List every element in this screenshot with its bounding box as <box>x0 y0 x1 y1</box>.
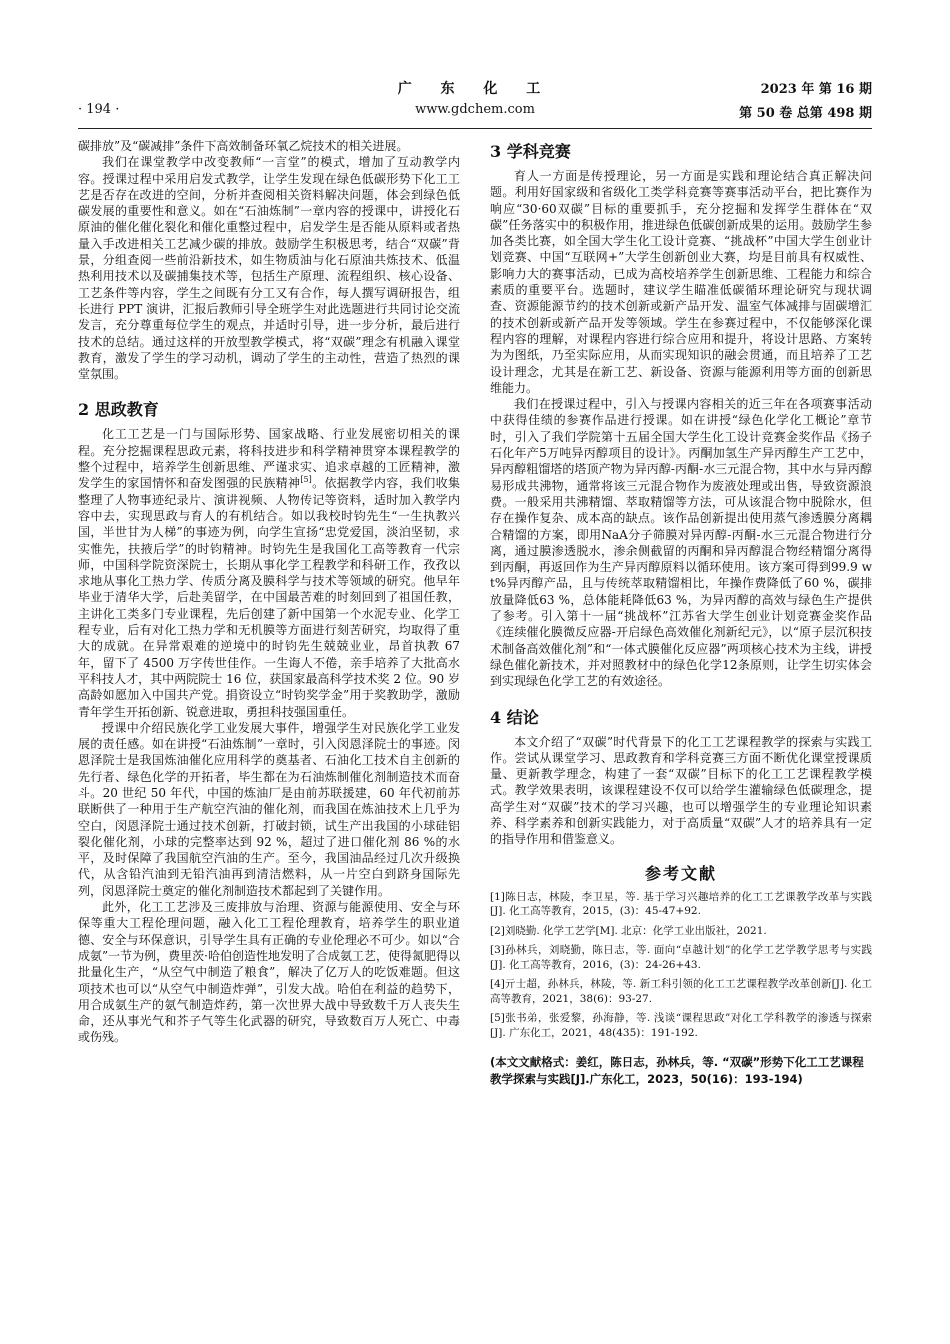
references-title: 参考文献 <box>644 863 717 883</box>
journal-website: www.gdchem.com <box>415 102 535 117</box>
year-issue: 2023 年 第 16 期 <box>760 82 872 97</box>
right-column <box>490 138 872 1178</box>
paragraph: 本文介绍了“双碳”时代背景下的化工工艺课程教学的探索与实践工作。尝试从课堂学习、思政教育和学科竞赛三方面不断优化课堂授课质量、更新教学理念，构建了一套“双碳”目标下的化工工艺课程教学模式。教学效果表明，该课程建设不仅可以给学生灌输绿色低碳理念，提高学生对“双碳”技术的学习兴趣，也可以增强学生的专业理论知识素养、科学素养和创新实践能力，对于高质量“双碳”人才的培养具有一定的指导作用和借鉴意义。 <box>490 734 872 847</box>
volume-total: 第 50 卷 总第 498 期 <box>739 106 872 121</box>
left-column <box>78 138 460 1178</box>
section-heading-4: 4 结论 <box>490 707 539 727</box>
paragraph: 我们在授课过程中，引入与授课内容相关的近三年在各项赛事活动中获得佳绩的参赛作品进行授课。如在讲授“绿色化学化工概论”章节时，引入了我们学院第十五届全国大学生化工设计竞赛金奖作品《扬子石化年产5万吨异丙醇项目的设计》。丙酮加氢生产异丙醇生产工艺中，异丙醇粗馏塔的塔顶产物为异丙醇-丙酮-水三元混合物，其中水与异丙醇易形成共沸物，通常将该三元混合物作为废液处理或出售，导致资源浪费。一般采用共沸精馏、萃取精馏等方法，可从该混合物中脱除水，但存在操作复杂、成本高的缺点。该作品创新提出使用蒸气渗透膜分离耦合精馏的方案，即用NaA分子筛膜对异丙醇-丙酮-水三元混合物进行分离，通过膜渗透脱水，渗余侧截留的丙酮和异丙醇混合物经精馏分离得到丙酮，再返回作为生产异丙醇原料以循环使用。该方案可得到99.9 wt%异丙醇产品，且与传统萃取精馏相比，年操作费降低了60 %，碳排放量降低63 %，总体能耗降低63 %，为异丙醇的高效与绿色生产提供了参考。引入第十一届“挑战杯”江苏省大学生创业计划竞赛金奖作品《连续催化膜微反应器-开启绿色高效催化剂新纪元》，以“原子层沉积技术制备高效催化剂”和“一体式膜催化反应器”两项核心技术为主线，讲授绿色催化新技术，并对照教材中的绿色化学12条原则，让学生切实体会到实现绿色化学工艺的有效途径。 <box>490 397 872 689</box>
header-rule <box>78 128 872 129</box>
journal-name: 广 东 化 工 <box>397 81 553 97</box>
paragraph: 我们在课堂教学中改变教师“一言堂”的模式，增加了互动教学内容。授课过程中采用启发式教学，让学生发现在绿色低碳形势下化工工艺是否存在改进的空间，分析并查阅相关资料解决问题，体会到绿色低碳发展的重要性和意义。如在“石油炼制”一章内容的授课中，讲授化石原油的催化催化裂化和催化重整过程中，启发学生是否能从原料或者热量入手改进相关工艺减少碳的排放。鼓励学生积极思考，结合“双碳”背景，分组查阅一些前沿新技术，如生物质油与化石原油共炼技术、低温热利用技术以及碳捕集技术等，包括生产原理、流程组织、核心设备、工艺条件等内容，学生之间既有分工又有合作，每人撰写调研报告，组长进行 PPT 演讲，汇报后教师引导全班学生对此选题进行共同讨论交流发言，充分尊重每位学生的观点，并适时引导，进一步分析，最后进行技术的总结。通过这样的开放型教学模式，将“双碳”理念有机融入课堂教育，激发了学生的学习动机，调动了学生的主动性，营造了热烈的课堂氛围。 <box>78 155 460 382</box>
page-number: · 194 · <box>78 102 120 117</box>
reference-item: [1]陈日志，林陵，李卫星，等. 基于学习兴趣培养的化工工艺课教学改革与实践[J]. 化工高等教育，2015，(3)：45-47+92. <box>490 890 872 918</box>
paragraph <box>78 426 460 719</box>
text-run: 。依据教学内容，我们收集整理了人物事迹纪录片、演讲视频、人物传记等资料，适时加入教学内容中去，实现思政与育人的有机结合。如以我校时钧先生“一生执教兴国，半世甘为人梯”的事迹为例，向学生宣扬“忠党爱国，淡泊坚韧，求实惟先，扶掖后学”的时钧精神。时钧先生是我国化工高等教育一代宗师，中国科学院资深院士，长期从事化学工程教学和科研工作，孜孜以求地从事化工热力学、传质分离及膜科学与技术等领域的研究。他早年毕业于清华大学，后赴美留学，在中国最苦难的时刻回到了祖国任教，主讲化工类多门专业课程，先后创建了新中国第一个水泥专业、化学工程专业，后有对化工热力学和无机膜等方面进行刻苦研究，均取得了重大的成就。在异常艰难的逆境中的时钧先生兢兢业业，昂首执教 67 年，留下了 4500 万字传世佳作。一生诲人不倦，亲手培养了大批高水平科技人才，其中两院院士 16 位，获国家最高科学技术奖 2 位。90 岁高龄如愿加入中国共产党。捐资设立“时钧奖学金”用于奖教助学，激励青年学生开拓创新、锐意进取，勇担科技强国重任。 <box>78 476 460 719</box>
reference-item: [5]张书弟，张爱黎，孙海静，等. 浅谈“课程思政”对化工学科教学的渗透与探索[J]. 广东化工，2021，48(435)：191-192. <box>490 1012 872 1039</box>
section-heading-2: 2 思政教育 <box>78 400 159 420</box>
paragraph: 碳排放”及“碳减排”条件下高效制备环氧乙烷技术的相关进展。 <box>78 139 409 153</box>
page-header <box>78 76 872 126</box>
reference-item: [3]孙林兵，刘晓勤，陈日志，等. 面向“卓越计划”的化学工艺学教学思考与实践[J]. 化工高等教育，2016，(3)：24-26+43. <box>490 944 872 971</box>
citation-format: (本文文献格式：姜红，陈日志，孙林兵，等. “双碳”形势下化工工艺课程教学探索与实践[J].广东化工，2023，50(16)：193-194) <box>490 1055 864 1087</box>
reference-item: [2]刘晓勤. 化学工艺学[M]. 北京：化学工业出版社，2021. <box>490 924 767 937</box>
text-run: 化工工艺是一门与国际形势、国家战略、行业发展密切相关的课程。充分挖掘课程思政元素，将科技进步和科学精神贯穿本课程教学的整个过程中，培养学生创新思维、严谨求实、追求卓越的工匠精神，激发学生的家国情怀和奋发图强的民族精神 <box>78 427 460 491</box>
citation-marker: [5] <box>300 475 312 485</box>
paragraph: 此外，化工工艺涉及三废排放与治理、资源与能源使用、安全与环保等重大工程伦理问题，融入化工工程伦理教育，培养学生的职业道德、安全与环保意识，引导学生具有正确的专业伦理必不可少。如以“合成氨”一节为例，费里茨·哈伯创造性地发明了合成氨工艺，使得氮肥得以批量化生产，“从空气中制造了粮食”，解决了亿万人的吃饭难题。但这项技术也可以“从空气中制造炸弹”，引发大战。哈伯在利益的趋势下，用合成氨生产的氨气制造炸药，第一次世界大战中导致数千万人丧失生命，还从事光气和芥子气等生化武器的研究，导致数百万人死亡、中毒或伤残。 <box>78 900 460 1045</box>
paragraph: 育人一方面是传授理论，另一方面是实践和理论结合真正解决问题。利用好国家级和省级化工类学科竞赛等赛事活动平台，把比赛作为响应“30·60双碳”目标的重要抓手，充分挖掘和发挥学生群体在“双碳”任务落实中的积极作用，推进绿色低碳创新成果的运用。鼓励学生参加各类比赛，如全国大学生化工设计竞赛、“挑战杯”中国大学生创业计划竞赛、中国“互联网+”大学生创新创业大赛，均是目前具有权威性、影响力大的赛事活动，已成为高校培养学生创新思维、工程能力和综合素质的重要平台。选题时，建议学生瞄准低碳循环理论研究与现状调查、资源能源节约的技术创新或新产品开发、温室气体减排与固碳增汇的技术创新或新产品开发等领域。学生在参赛过程中，不仅能够深化课程内容的理解，对课程内容进行综合应用和提升，将设计思路、方案转为为图纸，乃至实际应用，从而实现知识的融会贯通，而且培养了工艺设计理念，尤其是在新工艺、新设备、资源与能源利用等方面的创新思维能力。 <box>490 169 872 395</box>
paragraph: 授课中介绍民族化学工业发展大事件，增强学生对民族化学工业发展的责任感。如在讲授“石油炼制”一章时，引入闵恩泽院士的事迹。闵恩泽院士是我国炼油催化应用科学的奠基者、石油化工技术自主创新的先行者、绿色化学的开拓者，毕生都在为石油炼制催化剂制造技术而奋斗。20 世纪 50 年代，中国的炼油厂是由前苏联援建，60 年代初前苏联断供了一种用于生产航空汽油的催化剂，而我国在炼油技术上几乎为空白，闵恩泽院士通过技术创新，打破封锁，试生产出我国的小球硅铝裂化催化剂，小球的完整率达到 92 %，超过了进口催化剂 86 %的水平，及时保障了我国航空汽油的生产。至今，我国油品经过几次升级换代，从含铅汽油到无铅汽油再到清洁燃料，从一片空白到跻身国际先列，闵恩泽院士奠定的催化剂制造技术都起到了关键作用。 <box>78 720 460 898</box>
section-heading-3: 3 学科竞赛 <box>490 142 571 161</box>
reference-item: [4]亓士超，孙林兵，林陵，等. 新工科引领的化工工艺课程教学改革创新[J]. 化工高等教育，2021，38(6)：93-27. <box>490 978 872 1005</box>
